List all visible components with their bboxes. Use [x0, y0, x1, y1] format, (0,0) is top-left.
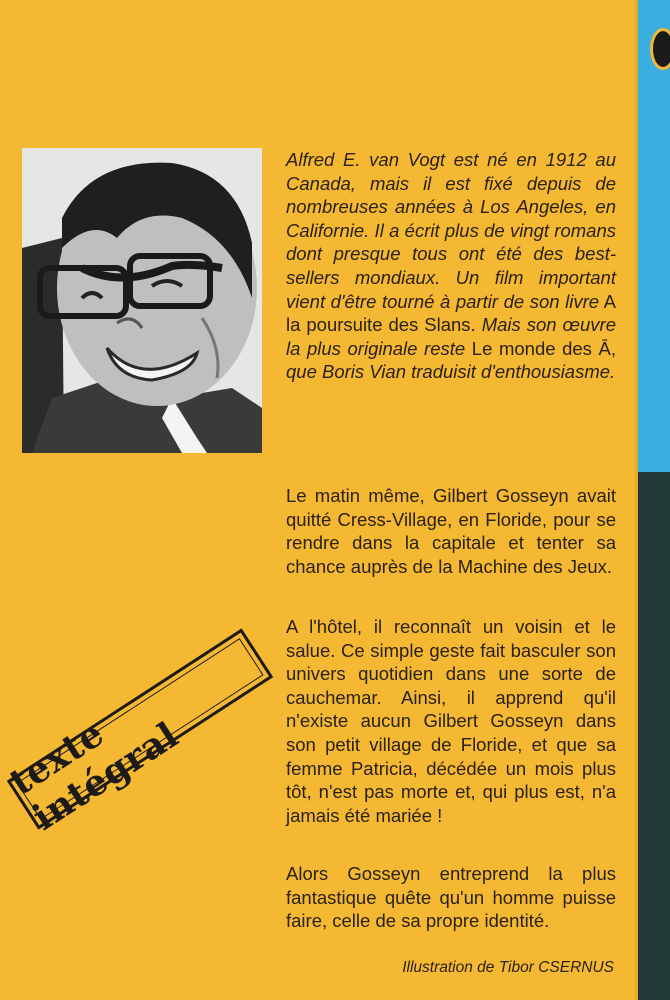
synopsis-paragraph-1: Le matin même, Gilbert Gosseyn avait quitté Cress-Village, en Floride, pour se rendre dans la capitale et tenter sa chance auprès de la Machine des Jeux.: [286, 485, 616, 577]
author-bio-text: Alfred E. van Vogt est né en 1912 au Canada, mais il est fixé depuis de nombreuses années à Los Angeles, en Californie. Il a écrit plus de vingt romans dont presque tous ont été des best-sellers mondiaux. Un film important vient d'être tourné à partir de son livre: [286, 149, 616, 312]
author-bio: [286, 148, 616, 384]
book-title-monde-des-a: Le monde des Ā,: [471, 337, 617, 359]
synopsis-paragraph-2: A l'hôtel, il reconnaît un voisin et le salue. Ce simple geste fait basculer son univers quotidien dans une sorte de cauchemar. Ainsi, il apprend qu'il n'existe aucun Gilbert Gosseyn dans son petit village de Floride, et que sa femme Patricia, décédée un mois plus tôt, n'est pas morte et, qui plus est, n'a jamais été mariée !: [286, 616, 616, 826]
synopsis-paragraph-3: Alors Gosseyn entreprend la plus fantastique quête qu'un homme puisse faire, celle de sa propre identité.: [286, 863, 616, 932]
author-photo: [22, 148, 262, 453]
book-title-slans: A la poursuite des Slans.: [286, 290, 616, 336]
spine-edge: [635, 0, 638, 1000]
illustration-credit: Illustration de Tibor CSERNUS: [402, 959, 614, 976]
author-bio-text-3: que Boris Vian traduisit d'enthousiasme.: [286, 361, 616, 383]
publisher-logo-icon: [650, 28, 670, 70]
book-spine-blue-band: [638, 0, 670, 472]
author-bio-text-2: Mais son œuvre la plus originale reste: [286, 314, 616, 359]
texte-integral-stamp: [2, 628, 273, 839]
stamp-label: texte intégral: [2, 712, 186, 839]
